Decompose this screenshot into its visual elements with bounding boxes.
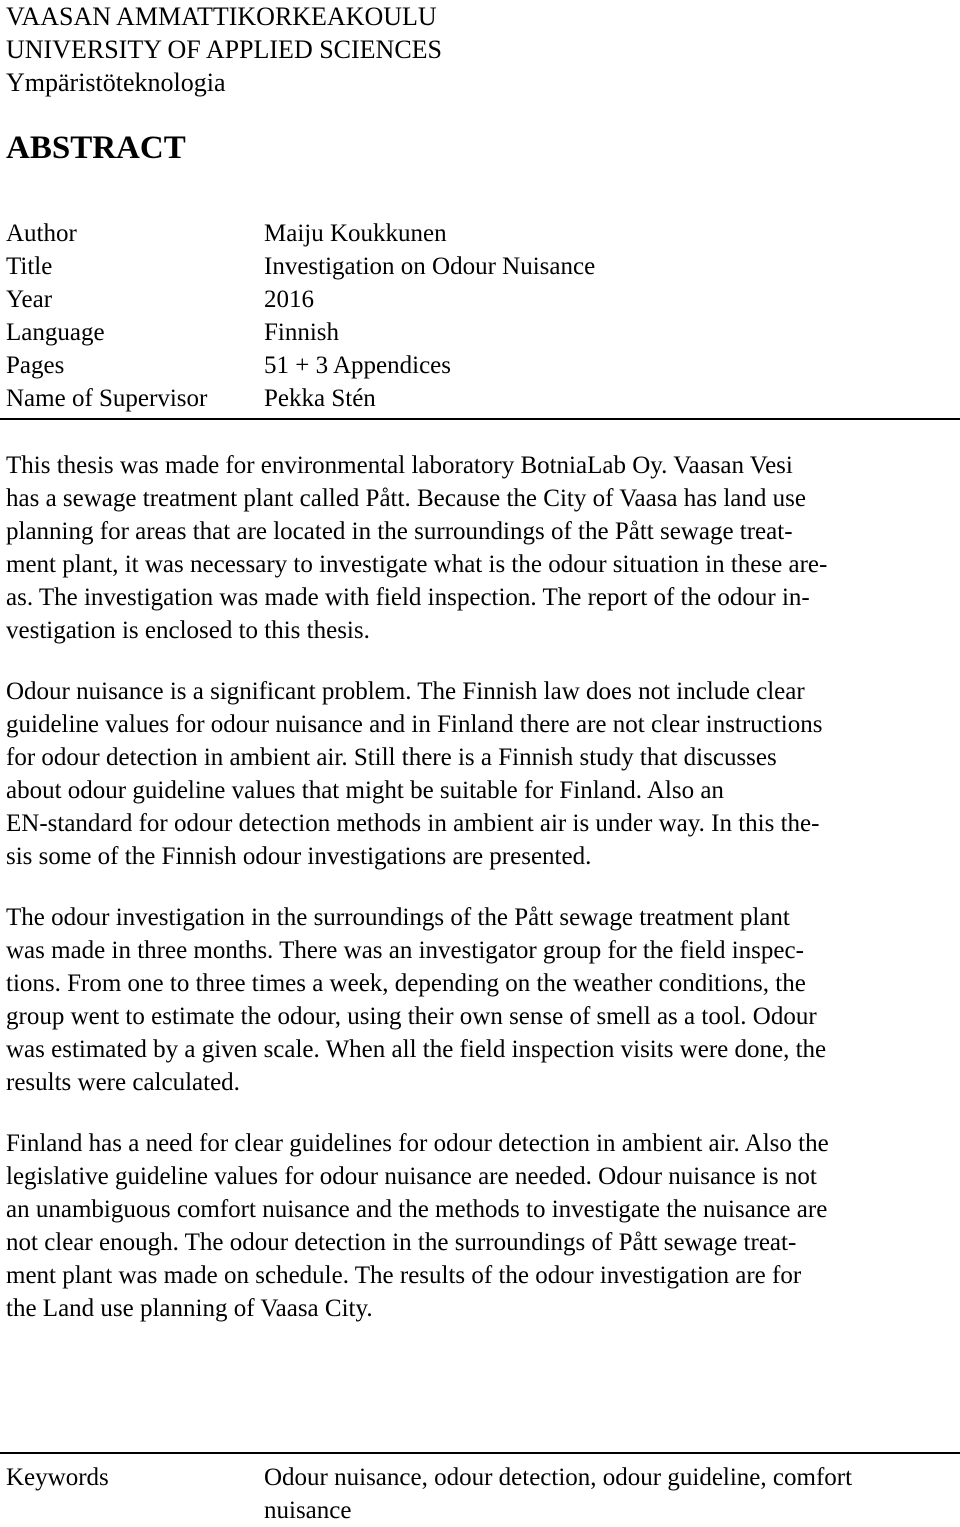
text-line: has a sewage treatment plant called Pått. Because the City of Vaasa has land use — [6, 485, 806, 512]
meta-label: Language — [6, 319, 105, 346]
institution-name-english: UNIVERSITY OF APPLIED SCIENCES — [6, 35, 443, 64]
divider-bottom — [0, 1452, 960, 1454]
meta-value: 51 + 3 Appendices — [264, 352, 451, 379]
paragraph-4 — [6, 1127, 954, 1325]
meta-value: Finnish — [264, 319, 340, 346]
meta-row-pages — [6, 349, 960, 382]
text-line: tions. From one to three times a week, depending on the weather conditions, the — [6, 970, 806, 997]
text-line: for odour detection in ambient air. Still there is a Finnish study that discusses — [6, 744, 777, 771]
text-line: group went to estimate the odour, using their own sense of smell as a tool. Odour — [6, 1003, 817, 1030]
text-line: sis some of the Finnish odour investigations are presented. — [6, 843, 592, 870]
text-line: ment plant was made on schedule. The results of the odour investigation are for — [6, 1262, 802, 1289]
meta-label: Title — [6, 253, 53, 280]
text-line: The odour investigation in the surroundings of the Pått sewage treatment plant — [6, 904, 790, 931]
page-title: ABSTRACT — [6, 130, 186, 166]
keywords-line: Odour nuisance, odour detection, odour guideline, comfort — [264, 1464, 853, 1491]
text-line: the Land use planning of Vaasa City. — [6, 1295, 373, 1322]
divider-top — [0, 418, 960, 420]
institution-header — [6, 0, 442, 99]
meta-label: Pages — [6, 352, 65, 379]
text-line: about odour guideline values that might be suitable for Finland. Also an — [6, 777, 724, 804]
meta-value: Investigation on Odour Nuisance — [264, 253, 596, 280]
meta-row-language — [6, 316, 960, 349]
degree-programme: Ympäristöteknologia — [6, 68, 226, 97]
abstract-body — [6, 449, 954, 1353]
text-line: as. The investigation was made with field inspection. The report of the odour in- — [6, 584, 810, 611]
institution-name-finnish: VAASAN AMMATTIKORKEAKOULU — [6, 2, 437, 31]
text-line: Finland has a need for clear guidelines for odour detection in ambient air. Also the — [6, 1130, 829, 1157]
meta-value: Pekka Stén — [264, 385, 376, 412]
text-line: EN-standard for odour detection methods in ambient air is under way. In this the- — [6, 810, 820, 837]
text-line: was estimated by a given scale. When all the field inspection visits were done, the — [6, 1036, 827, 1063]
meta-row-title — [6, 250, 960, 283]
text-line: not clear enough. The odour detection in the surroundings of Pått sewage treat- — [6, 1229, 797, 1256]
text-line: legislative guideline values for odour nuisance are needed. Odour nuisance is not — [6, 1163, 817, 1190]
text-line: results were calculated. — [6, 1069, 240, 1096]
keywords-section — [6, 1461, 960, 1527]
meta-value: Maiju Koukkunen — [264, 220, 447, 247]
text-line: This thesis was made for environmental laboratory BotniaLab Oy. Vaasan Vesi — [6, 452, 793, 479]
text-line: vestigation is enclosed to this thesis. — [6, 617, 370, 644]
text-line: guideline values for odour nuisance and in Finland there are not clear instructions — [6, 711, 823, 738]
text-line: ment plant, it was necessary to investigate what is the odour situation in these are- — [6, 551, 828, 578]
paragraph-2 — [6, 675, 954, 873]
paragraph-3 — [6, 901, 954, 1099]
text-line: was made in three months. There was an investigator group for the field inspec- — [6, 937, 804, 964]
meta-row-supervisor — [6, 382, 960, 415]
keywords-value — [264, 1461, 852, 1527]
keywords-label: Keywords — [6, 1464, 109, 1491]
text-line: an unambiguous comfort nuisance and the methods to investigate the nuisance are — [6, 1196, 828, 1223]
meta-value: 2016 — [264, 286, 314, 313]
meta-row-author — [6, 217, 960, 250]
thesis-metadata — [6, 217, 960, 415]
text-line: planning for areas that are located in the surroundings of the Pått sewage treat- — [6, 518, 793, 545]
keywords-line: nuisance — [264, 1497, 352, 1524]
meta-label: Author — [6, 220, 77, 247]
meta-label: Year — [6, 286, 53, 313]
paragraph-1 — [6, 449, 954, 647]
meta-row-year — [6, 283, 960, 316]
text-line: Odour nuisance is a significant problem. The Finnish law does not include clear — [6, 678, 805, 705]
meta-label: Name of Supervisor — [6, 385, 208, 412]
